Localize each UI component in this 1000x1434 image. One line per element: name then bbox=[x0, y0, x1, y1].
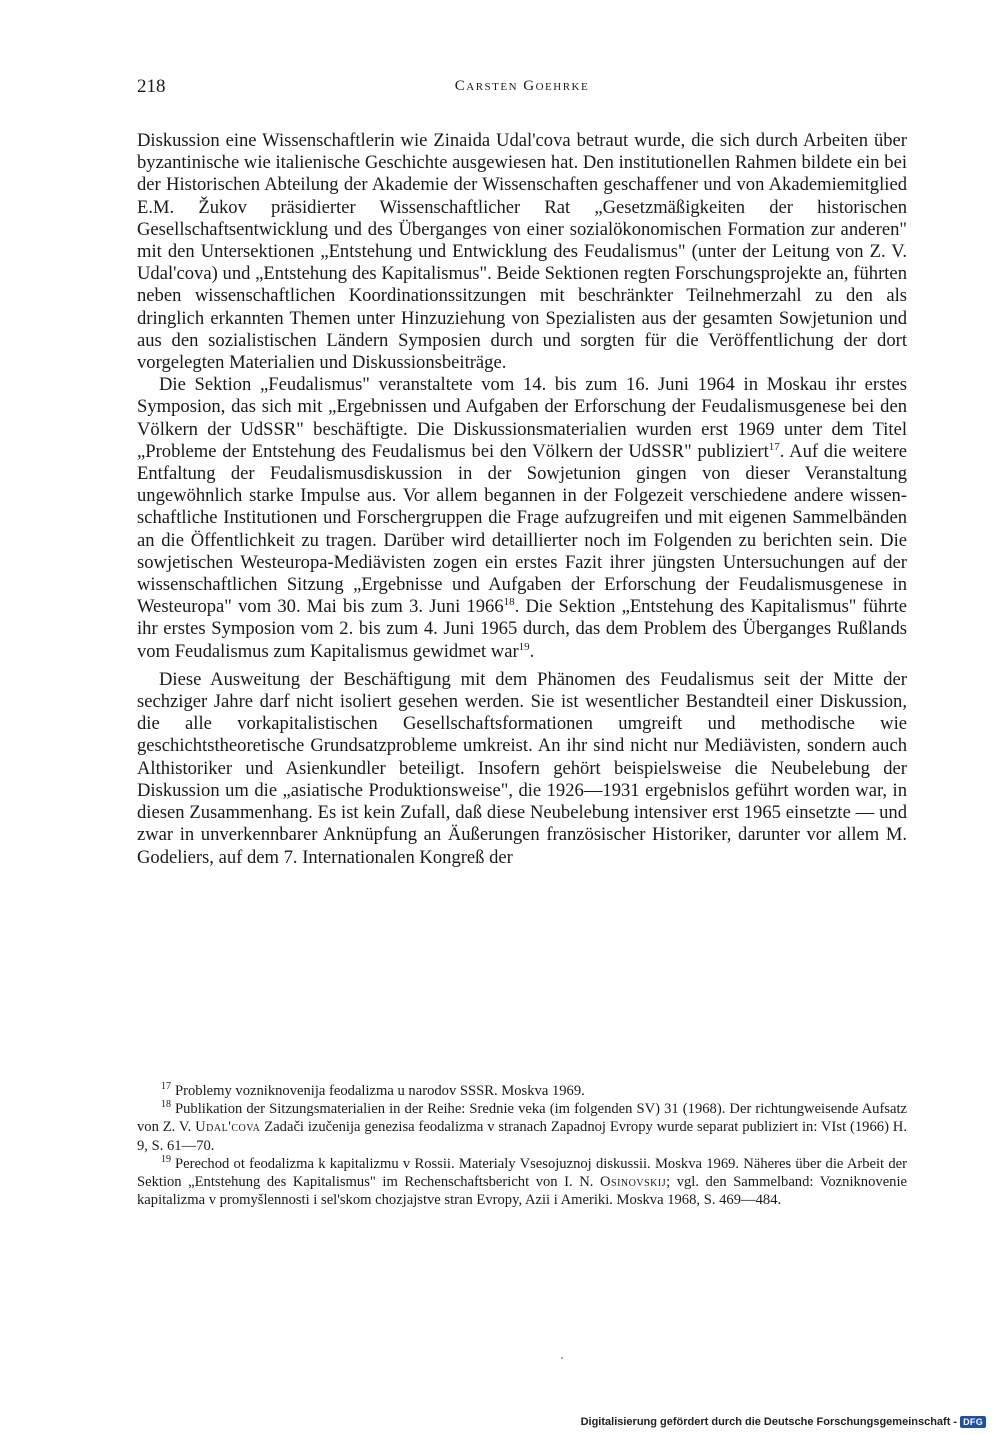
dfg-logo-icon: DFG bbox=[960, 1416, 986, 1428]
text-run: Diskussion eine Wissenschaftlerin wie Zinaida Udal'cova betraut wurde, die sich durch Arbeiten über byzantinische wie italienische Geschichte ausgewiesen hat. Den institutionellen Rahmen bildete ein bei der Historischen Abteilung der Akademie der Wissenschaften geschaffener und von Akademiemitglied E.M. Žukov präsidierter Wissenschaftlicher Rat „Gesetzmäßigkeiten der historischen Gesellschaftsentwicklung und des Überganges von einer sozialökonomischen Formation zur anderen" mit den Untersektionen „Entstehung und Entwicklung des Feudalismus" (unter der Leitung von Z. V. Udal'cova) und „Entstehung des Kapitalismus". Beide Sektionen regten Forschungsprojekte an, führten neben wissenschaftlichen Koordinationssitzungen mit beschränkter Teilnehmerzahl zu den als dringlich erkannten Themen unter Hinzuziehung von Spezialisten aus der gesamten Sowjetunion und aus den sozialistischen Ländern Symposien durch und sorgten für die Veröffentlichung der dort vorgelegten Materialien und Diskussionsbeiträge. bbox=[137, 130, 907, 374]
paragraph-1 bbox=[137, 130, 907, 374]
scan-speck bbox=[561, 1357, 563, 1359]
footnote-ref: 19 bbox=[518, 640, 530, 653]
paragraph-3 bbox=[137, 669, 907, 869]
text-run: Publikation der Sitzungsmaterialien in der Reihe: Srednie veka (im folgenden SV) 31 (1968). Der richtungweisende Aufsatz von Z. V. bbox=[137, 1101, 907, 1136]
footnote-18 bbox=[137, 1100, 907, 1155]
text-run: Die Sektion „Feudalismus" veranstaltete vom 14. bis zum 16. Juni 1964 in Moskau ihr erstes Symposion, das sich mit „Ergebnissen und Aufgaben der Erforschung der Feudalismusgenese bei den Völkern der UdSSR" beschäftigte. Die Diskussionsmaterialien wurden erst 1969 unter dem Titel „Probleme der Entstehung des Feudalismus bei den Völkern der UdSSR" publiziert bbox=[137, 374, 907, 462]
text-run: . bbox=[529, 640, 535, 662]
text-run: Problemy vozniknovenija feodalizma u narodov SSSR. Moskva 1969. bbox=[175, 1083, 585, 1099]
text-run: . Die Sektion „Entstehung des Kapitalismus" führte ihr erstes Symposion vom 2. bis zum 4. Juni 1965 durch, das dem Problem des Überganges Rußlands vom Feudalismus zum Kapitalismus gewidmet war bbox=[137, 596, 908, 662]
footnote-ref: 17 bbox=[768, 440, 780, 453]
text-run: . Auf die weitere Entfaltung der Feudalismusdiskussion in der Sowjetunion gingen von dieser Veranstaltung ungewöhnlich starke Impulse aus. Vor allem begannen in der Folgezeit verschiedene andere wissenschaftliche Institutionen und Forschergruppen die Frage aufzugreifen und mit eigenen Sammelbänden an die Öffentlichkeit zu tragen. Darüber wird detaillierter noch im Folgenden zu berichten sein. Die sowjetischen Westeuropa-Mediävisten zogen ein erstes Fazit ihrer jüngsten Untersuchungen auf der wissenschaftlichen Sitzung „Ergebnisse und Aufgaben der Erforschung der Feudalismusgenese in Westeuropa" vom 30. Mai bis zum 3. Juni 1966 bbox=[137, 440, 907, 618]
author-name: Udal'cova bbox=[195, 1119, 261, 1136]
text-run: Perechod ot feodalizma k kapitalizmu v Rossii. Materialy Vsesojuznoj diskussii. Moskva 1969. Näheres über die Arbeit der Sektion „Entstehung des Kapitalismus" im Rechenschaftsbericht von I. N. bbox=[137, 1155, 907, 1191]
text-run: Zadači izučenija genezisa feodalizma v stranach Zapadnoj Evropy wurde separat publiziert in: VIst (1966) H. 9, S. 61—70. bbox=[137, 1119, 907, 1154]
footnotes bbox=[137, 1082, 907, 1209]
footnote-17 bbox=[137, 1082, 907, 1100]
page-number: 218 bbox=[137, 76, 166, 97]
footnote-mark: 19 bbox=[161, 1153, 171, 1165]
footnote-ref: 18 bbox=[503, 596, 515, 609]
page-header bbox=[137, 76, 907, 104]
digitization-credit bbox=[581, 1416, 986, 1428]
running-head: Carsten Goehrke bbox=[454, 78, 590, 94]
text-run: ; vgl. den Sammelband: Vozniknovenie kapitalizma v promyšlennosti i sel'skom chozjajstve stran Evropy, Azii i Ameriki. Moskva 1968, S. 469—484. bbox=[137, 1174, 908, 1209]
body-text bbox=[137, 130, 907, 869]
author-name: Osinovskij bbox=[599, 1174, 667, 1191]
footnote-mark: 17 bbox=[161, 1081, 171, 1093]
credit-text: Digitalisierung gefördert durch die Deutsche Forschungsgemeinschaft - bbox=[580, 1416, 958, 1428]
footnote-mark: 18 bbox=[161, 1099, 171, 1111]
text-run: Diese Ausweitung der Beschäftigung mit dem Phänomen des Feudalismus seit der Mitte der sechziger Jahre darf nicht isoliert gesehen werden. Sie ist wesentlicher Bestandteil einer Diskussion, die alle vorkapitalistischen Gesellschaftsformationen umgreift und methodische wie geschichtstheoretische Grundsatzprobleme umkreist. An ihr sind nicht nur Mediävisten, sondern auch Althistoriker und Asienkundler beteiligt. Insofern gehört beispielsweise die Neubelebung der Diskussion um die „asiatische Produktionsweise", die 1926—1931 ergebnislos geführt worden war, in diesen Zusammenhang. Es ist kein Zufall, daß diese Neubelebung intensiver erst 1965 einsetzte — und zwar in unverkennbarer Anknüpfung an Äußerungen französischer Historiker, darunter vor allem M. Godeliers, auf dem 7. Internationalen Kongreß der bbox=[137, 668, 907, 868]
paragraph-2 bbox=[137, 374, 907, 663]
footnote-19 bbox=[137, 1155, 907, 1210]
